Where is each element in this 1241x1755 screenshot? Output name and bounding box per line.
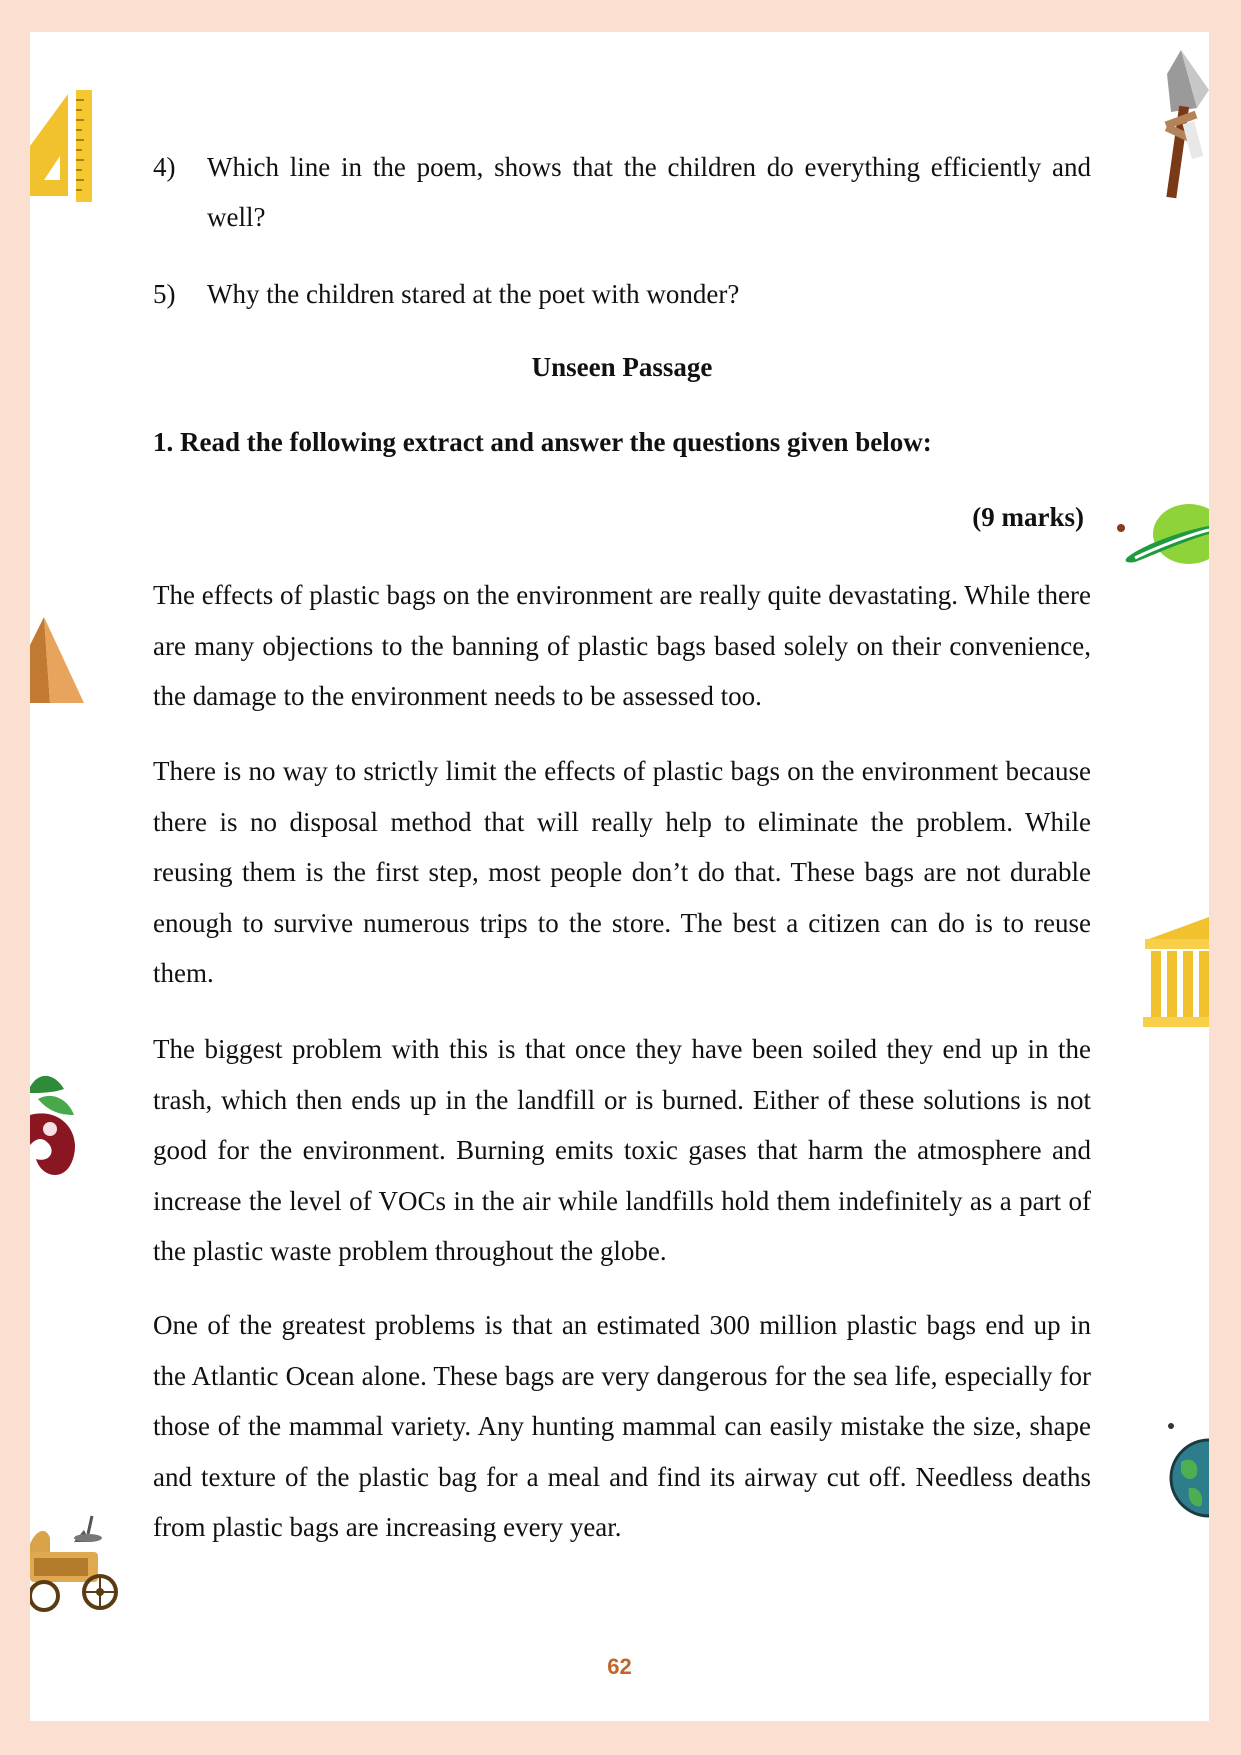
passage-paragraph-4: One of the greatest problems is that an estimated 300 million plastic bags end up in the Atlantic Ocean alone. These bags are very dangerous for the sea life, especially for those of the mammal variety. Any hunting mammal can easily mistake the size, shape and texture of the plastic bag for a meal and find its airway cut off. Needless deaths from plastic bags are increasing every year. bbox=[153, 1310, 1091, 1542]
bean-plant-icon bbox=[30, 1059, 86, 1199]
passage-paragraph-1: The effects of plastic bags on the environment are really quite devastating. While there are many objections to the banning of plastic bags based solely on their convenience, the damage to the environment needs to be assessed too. bbox=[153, 580, 1091, 711]
chariot-icon bbox=[30, 1508, 126, 1620]
globe-icon bbox=[1167, 1422, 1209, 1518]
question-5 bbox=[153, 269, 1091, 319]
question-number: 5) bbox=[153, 279, 176, 309]
question-number: 4) bbox=[153, 152, 176, 182]
marks-label: (9 marks) bbox=[972, 502, 1084, 532]
greek-temple-icon bbox=[1143, 915, 1209, 1029]
page-number: 62 bbox=[607, 1654, 632, 1679]
passage-paragraph-2: There is no way to strictly limit the effects of plastic bags on the environment because there is no disposal method that will really help to eliminate the problem. While reusing them is the first step, most people don’t do that. These bags are not durable enough to survive numerous trips to the store. The best a citizen can do is to reuse them. bbox=[153, 756, 1091, 988]
saturn-planet-icon bbox=[1115, 504, 1209, 574]
document-page bbox=[30, 32, 1209, 1721]
set-square-ruler-icon bbox=[30, 88, 100, 206]
question-text: Why the children stared at the poet with wonder? bbox=[207, 279, 740, 309]
question-text: Which line in the poem, shows that the children do everything efficiently and well? bbox=[207, 152, 1091, 232]
instruction: 1. Read the following extract and answer the questions given below: bbox=[153, 427, 932, 457]
pyramid-icon bbox=[30, 615, 86, 707]
passage-paragraph-3: The biggest problem with this is that once they have been soiled they end up in the trash, which then ends up in the landfill or is burned. Either of these solutions is not good for the environment. Burning emits toxic gases that harm the atmosphere and increase the level of VOCs in the air while landfills hold them indefinitely as a part of the plastic waste problem throughout the globe. bbox=[153, 1034, 1091, 1266]
stone-spear-icon bbox=[1153, 50, 1209, 200]
section-title: Unseen Passage bbox=[531, 352, 713, 382]
question-4 bbox=[153, 142, 1091, 242]
